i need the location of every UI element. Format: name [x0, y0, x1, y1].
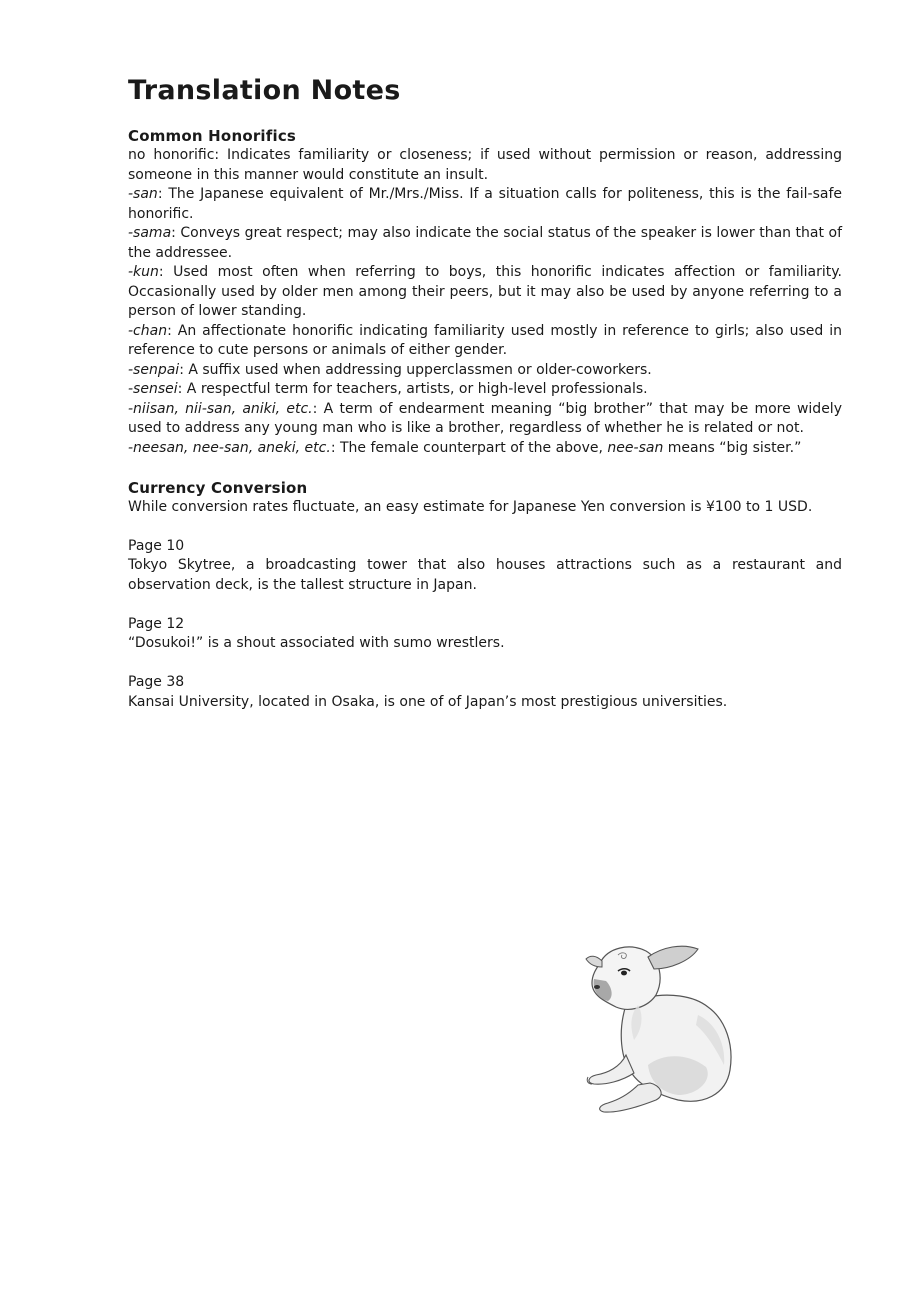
lamb-illustration-icon [578, 935, 740, 1115]
honorific-desc: : The Japanese equivalent of Mr./Mrs./Miss. If a situation calls for politeness, this is the fail-safe honorific. [128, 186, 842, 222]
honorific-term: -sama [128, 225, 172, 241]
honorific-term: -san [128, 186, 158, 202]
honorific-desc: : A respectful term for teachers, artists, or high-level professionals. [177, 381, 648, 397]
honorific-entry-sama [128, 224, 842, 263]
honorific-term: -senpai [128, 361, 180, 378]
honorifics-heading: Common Honorifics [128, 127, 297, 145]
honorific-desc: : The female counterpart of the above, [330, 439, 608, 456]
currency-text: While conversion rates fluctuate, an easy estimate for Japanese Yen conversion is ¥100 to 1 USD. [128, 498, 813, 515]
page-title: Translation Notes [128, 75, 401, 106]
honorific-entry-sensei [128, 380, 842, 400]
honorific-desc: : A term of endearment meaning “big brother” that may be more widely used to address any young man who is like a brother, regardless of whether he is related or not. [128, 400, 842, 436]
note-text: Tokyo Skytree, a broadcasting tower that also houses attractions such as a restaurant and observation deck, is the tallest structure in Japan. [128, 557, 842, 593]
note-page-label: Page 12 [128, 615, 185, 632]
honorific-inline-term: nee-san [607, 439, 664, 456]
note-text: “Dosukoi!” is a shout associated with sumo wrestlers. [128, 635, 505, 651]
currency-heading: Currency Conversion [128, 478, 308, 497]
honorific-entry-kun [128, 263, 842, 322]
honorific-term: no honorific [128, 147, 215, 163]
honorific-term: -neesan, nee-san, aneki, etc. [128, 439, 331, 456]
honorific-term: -kun [128, 264, 159, 280]
honorific-desc: : Used most often when referring to boys, this honorific indicates affection or familiarity. Occasionally used by older men among their peers, but it may also be used by anyone referring to a person of lower standing. [128, 264, 842, 319]
note-text: Kansai University, located in Osaka, is one of of Japan’s most prestigious universities. [128, 693, 728, 710]
honorific-entry-san [128, 185, 842, 224]
honorific-term: -sensei [128, 381, 178, 397]
honorifics-list [128, 146, 842, 458]
honorific-entry-neesan [128, 439, 842, 459]
honorific-term: -chan [128, 322, 168, 339]
page-note [128, 673, 842, 712]
honorific-desc: : A suffix used when addressing upperclassmen or older-coworkers. [179, 361, 652, 378]
honorific-entry-niisan [128, 400, 842, 439]
translation-notes-page [128, 74, 842, 712]
honorific-entry-none [128, 146, 842, 185]
note-page-label: Page 10 [128, 537, 185, 554]
note-page-label: Page 38 [128, 674, 185, 690]
honorific-desc: : Indicates familiarity or closeness; if used without permission or reason, addressing someone in this manner would constitute an insult. [128, 147, 842, 183]
page-note [128, 537, 842, 596]
honorific-entry-senpai [128, 361, 842, 381]
honorific-desc: : Conveys great respect; may also indicate the social status of the speaker is lower than that of the addressee. [128, 225, 842, 261]
honorific-desc: : An affectionate honorific indicating familiarity used mostly in reference to girls; also used in reference to cute persons or animals of either gender. [128, 322, 842, 358]
honorific-entry-chan [128, 322, 842, 361]
page-note [128, 615, 842, 654]
honorific-desc-end: means “big sister.” [663, 439, 802, 456]
honorific-term: -niisan, nii-san, aniki, etc. [128, 400, 313, 417]
